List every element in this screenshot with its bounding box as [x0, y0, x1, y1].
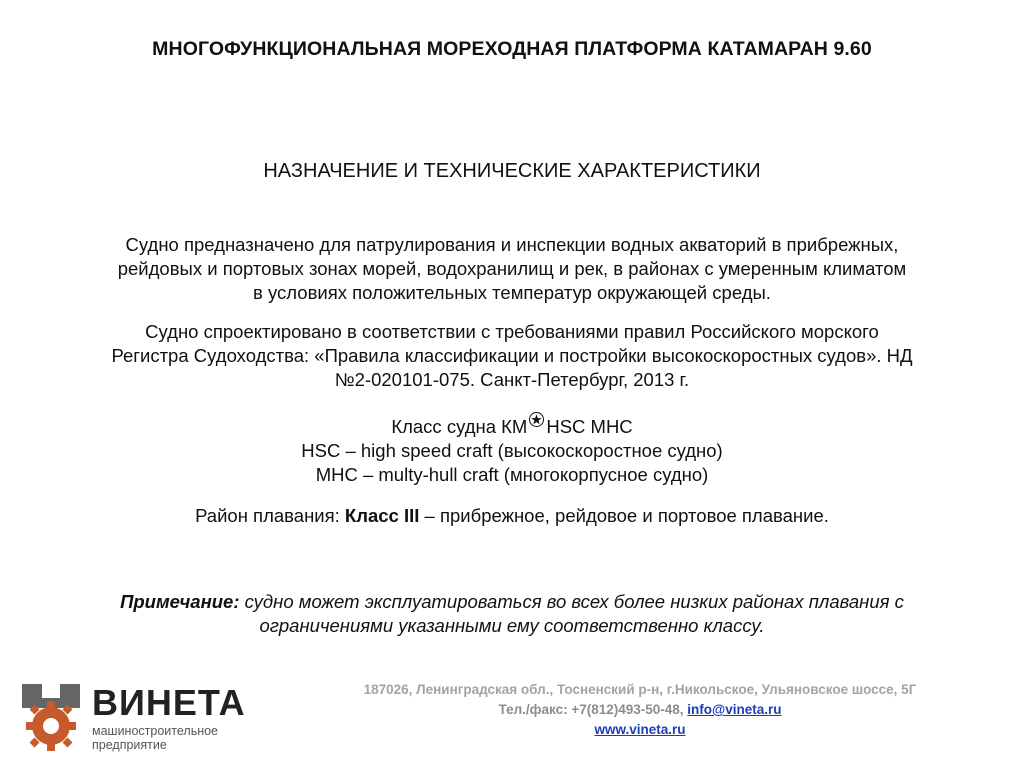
class-suffix: HSC МНС [546, 416, 633, 437]
compliance-line-2: Регистра Судоходства: «Правила классификации и постройки высокоскоростных судов». НД [111, 345, 913, 366]
email-link[interactable]: info@vineta.ru [687, 702, 782, 717]
purpose-line-2: рейдовых и портовых зонах морей, водохранилищ и рек, в районах с умеренным климатом [117, 258, 907, 279]
footer-phone: Тел./факс: +7(812)493-50-48, [498, 702, 688, 717]
footer-address: 187026, Ленинградская обл., Тосненский р-н, г.Никольское, Ульяновское шоссе, 5Г [363, 682, 917, 697]
vessel-class-block [40, 412, 984, 487]
contact-footer [300, 680, 980, 740]
compliance-line-3: №2-020101-075. Санкт-Петербург, 2013 г. [334, 369, 690, 390]
note-line-2: ограничениями указанными ему соответственно классу. [259, 615, 765, 636]
area-label: Район плавания: [195, 505, 345, 526]
note-paragraph [40, 590, 984, 638]
note-label: Примечание: [120, 591, 240, 612]
logo-name: ВИНЕТА [92, 682, 246, 723]
footer-contact-line [300, 700, 980, 720]
purpose-line-1: Судно предназначено для патрулирования и инспекции водных акваторий в прибрежных, [125, 234, 899, 255]
hsc-definition: HSC – high speed craft (высокоскоростное судно) [301, 440, 723, 461]
area-class: Класс III [344, 505, 420, 526]
logo-subtitle [92, 724, 218, 752]
purpose-line-3: в условиях положительных температур окружающей среды. [253, 282, 771, 303]
page-title: МНОГОФУНКЦИОНАЛЬНАЯ МОРЕХОДНАЯ ПЛАТФОРМА КАТАМАРАН 9.60 [152, 38, 872, 60]
section-subtitle: НАЗНАЧЕНИЕ И ТЕХНИЧЕСКИЕ ХАРАКТЕРИСТИКИ [263, 160, 761, 182]
compliance-line-1: Судно спроектировано в соответствии с требованиями правил Российского морского [145, 321, 879, 342]
logo-sub-line-1: машиностроительное [92, 724, 219, 738]
class-line [40, 412, 984, 439]
class-prefix: Класс судна КМ [391, 416, 528, 437]
website-link[interactable]: www.vineta.ru [594, 722, 686, 737]
company-logo [18, 680, 278, 760]
area-text: – прибрежное, рейдовое и портовое плавание. [419, 505, 829, 526]
navigation-area [40, 504, 984, 528]
logo-sub-line-2: предприятие [92, 738, 167, 752]
compliance-paragraph [40, 320, 984, 392]
note-line-1: судно может эксплуатироваться во всех более низких районах плавания с [239, 591, 904, 612]
gear-logo-icon [18, 684, 88, 754]
mhc-definition: МНС – multy-hull craft (многокорпусное судно) [315, 464, 709, 485]
purpose-paragraph [40, 233, 984, 305]
star-in-circle-icon [529, 412, 544, 427]
